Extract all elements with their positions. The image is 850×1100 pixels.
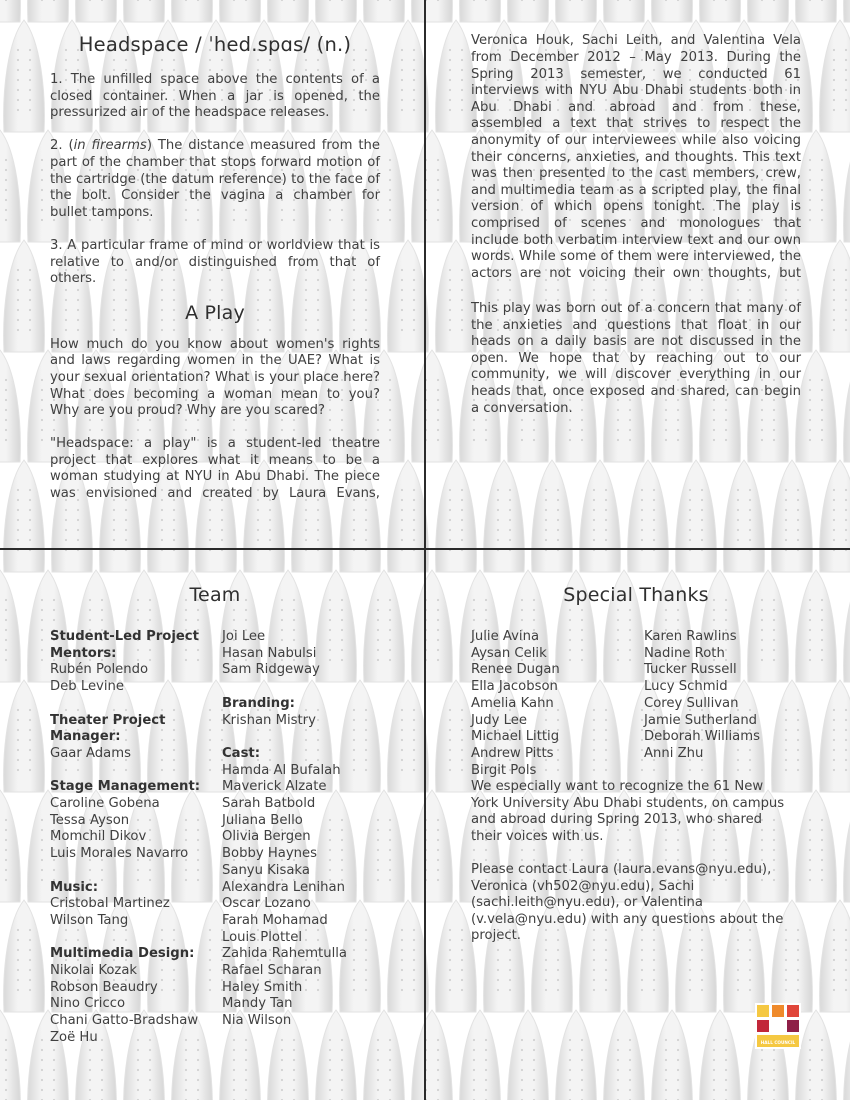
iron-shape	[844, 570, 850, 682]
definition-2: 2. (in firearms) The distance measured from the part of the chamber that stops forward motion of the cartridge (the datum reference) to the face of the bolt. Consider the vagina a chamber for bullet tampons.	[50, 138, 381, 220]
thanks-name: Andrew Pitts	[471, 745, 554, 761]
thanks-recognition: We especially want to recognize the 61 New York University Abu Dhabi students, on campus and abroad during Spring 2013, who shared their voices with us.	[471, 779, 785, 844]
a-play-paragraph-1: How much do you know about women's rights and laws regarding women in the UAE? What is your sexual orientation? What is your place here? What does becoming a woman mean to you? Why are you proud? Why are you scared?	[50, 336, 380, 419]
team-member-name: Chani Gatto-Bradshaw	[50, 1013, 199, 1029]
team-right-group-label: Cast:	[222, 745, 261, 761]
iron-shape	[0, 790, 20, 902]
team-right-column	[222, 629, 382, 1047]
team-member-name: Olivia Bergen	[222, 829, 311, 845]
iron-shape	[748, 0, 789, 22]
iron-shape	[4, 460, 45, 572]
a-play-title: A Play	[185, 301, 245, 324]
iron-shape	[220, 0, 261, 22]
a-play-paragraph-3: This play was born out of a concern that many of the anxieties and questions that float in our heads on a daily basis are not discussed in the open. We hope that by reaching out to our community, we will discover everything in our heads that, once exposed and shared, can begin a conversation.	[471, 301, 801, 416]
special-thanks-panel	[471, 584, 801, 1054]
iron-shape	[844, 790, 850, 902]
iron-shape	[820, 20, 850, 132]
vertical-fold-line	[424, 0, 426, 1100]
team-left-group	[50, 880, 215, 930]
iron-shape	[28, 0, 69, 22]
team-member-name: Nikolai Kozak	[50, 963, 138, 978]
thanks-name: Corey Sullivan	[644, 695, 739, 711]
team-left-group-label: Student-Led Project Mentors:	[50, 629, 199, 661]
iron-shape	[412, 130, 453, 242]
team-member-name: Rafael Scharan	[222, 963, 322, 979]
team-member-name: Tessa Ayson	[50, 812, 130, 828]
thanks-right-column	[644, 629, 804, 763]
iron-shape	[652, 0, 693, 22]
thanks-name: Nadine Roth	[644, 645, 725, 661]
iron-shape	[700, 0, 741, 22]
thanks-name: Michael Littig	[471, 729, 560, 745]
iron-shape	[844, 350, 850, 462]
team-left-column	[50, 629, 215, 1063]
team-member-name: Zahida Rahemtulla	[222, 946, 347, 962]
team-right-group	[222, 629, 382, 679]
iron-shape	[580, 460, 621, 572]
iron-shape	[316, 0, 357, 22]
definitions-panel	[50, 33, 380, 502]
team-left-group	[50, 946, 215, 1046]
iron-shape	[4, 680, 45, 792]
iron-shape	[412, 570, 453, 682]
team-member-name: Zoë Hu	[50, 1029, 98, 1045]
thanks-name: Anni Zhu	[644, 745, 704, 761]
team-member-name: Juliana Bello	[222, 812, 303, 828]
horizontal-fold-line	[0, 548, 850, 550]
iron-shape	[412, 1010, 453, 1100]
iron-shape	[796, 1010, 837, 1100]
iron-shape	[532, 460, 573, 572]
team-member-name: Robson Beaudry	[50, 979, 158, 995]
iron-shape	[124, 0, 165, 22]
definition-title: Headspace / ˈhed.spɑs/ (n.)	[78, 33, 352, 56]
team-member-name: Sarah Batbold	[222, 796, 316, 811]
team-right-group	[222, 746, 382, 1030]
iron-shape	[820, 900, 850, 1012]
iron-shape	[772, 460, 813, 572]
iron-shape	[844, 1010, 850, 1100]
thanks-name: Tucker Russell	[644, 662, 737, 678]
iron-shape	[556, 0, 597, 22]
iron-shape	[844, 130, 850, 242]
iron-shape	[412, 350, 453, 462]
team-member-name: Joi Lee	[222, 629, 266, 644]
team-member-name: Rubén Polendo	[50, 662, 149, 678]
team-member-name: Caroline Gobena	[50, 796, 160, 811]
team-left-group-label: Stage Management:	[50, 779, 201, 795]
iron-shape	[676, 460, 717, 572]
team-member-name: Luis Morales Navarro	[50, 846, 189, 862]
team-panel	[50, 584, 380, 1054]
hall-council-logo-text: HALL COUNCIL	[760, 1040, 796, 1045]
thanks-name: Renee Dugan	[471, 662, 560, 678]
team-member-name: Bobby Haynes	[222, 846, 317, 862]
thanks-name: Birgit Pols	[471, 762, 537, 778]
thanks-contact: Please contact Laura (laura.evans@nyu.edu), Veronica (vh502@nyu.edu), Sachi (sachi.leith@nyu.edu), or Valentina (v.vela@nyu.edu) with any questions about the project.	[471, 861, 784, 944]
thanks-name: Judy Lee	[471, 712, 527, 728]
iron-shape	[76, 0, 117, 22]
iron-shape	[820, 460, 850, 572]
team-member-name: Momchil Dikov	[50, 829, 147, 845]
iron-shape	[412, 0, 453, 22]
team-left-group	[50, 713, 215, 763]
team-member-name: Nia Wilson	[222, 1013, 292, 1029]
definition-3: 3. A particular frame of mind or worldview that is relative to and/or distinguished from that of others.	[50, 237, 380, 287]
iron-shape	[628, 460, 669, 572]
iron-shape	[0, 130, 20, 242]
iron-shape	[388, 680, 429, 792]
iron-shape	[508, 0, 549, 22]
team-member-name: Gaar Adams	[50, 745, 131, 761]
iron-shape	[4, 900, 45, 1012]
team-title: Team	[189, 584, 241, 606]
iron-shape	[388, 240, 429, 352]
iron-shape	[724, 460, 765, 572]
iron-shape	[436, 460, 477, 572]
iron-shape	[4, 20, 45, 132]
team-member-name: Sam Ridgeway	[222, 662, 320, 678]
iron-shape	[796, 0, 837, 22]
special-thanks-title: Special Thanks	[563, 584, 709, 606]
iron-shape	[820, 240, 850, 352]
team-member-name: Sanyu Kisaka	[222, 862, 310, 878]
iron-shape	[268, 0, 309, 22]
team-member-name: Mandy Tan	[222, 996, 293, 1012]
team-member-name: Haley Smith	[222, 979, 303, 995]
team-right-group-label: Branding:	[222, 695, 295, 711]
team-right-group	[222, 696, 382, 729]
iron-shape	[796, 790, 837, 902]
iron-shape	[0, 350, 20, 462]
definition-1: 1. The unfilled space above the contents of a closed container. When a jar is opened, the pressurized air of the headspace releases.	[50, 72, 380, 121]
team-member-name: Hamda Al Bufalah	[222, 762, 341, 778]
iron-shape	[0, 1010, 20, 1100]
iron-shape	[844, 0, 850, 22]
thanks-name: Lucy Schmid	[644, 679, 728, 695]
team-member-name: Nino Cricco	[50, 996, 126, 1012]
team-member-name: Louis Plottel	[222, 929, 303, 945]
a-play-paragraph-2: "Headspace: a play" is a student-led theatre project that explores what it means to be a woman studying at NYU in Abu Dhabi. The piece was envisioned and created by Laura Evans,	[50, 436, 380, 502]
iron-shape	[0, 570, 20, 682]
iron-shape	[604, 0, 645, 22]
team-left-group	[50, 629, 215, 696]
team-member-name: Deb Levine	[50, 679, 124, 695]
a-play-paragraph-2-continued: Veronica Houk, Sachi Leith, and Valentina Vela from December 2012 – May 2013. During the Spring 2013 semester, we conducted 61 interviews with NYU Abu Dhabi students both in Abu Dhabi and abroad and from these, assembled a text that strives to respect the anonymity of our interviewees while also voicing their concerns, anxieties, and thoughts. This text was then presented to the cast members, crew, and multimedia team as a scripted play, the final version of which opens tonight. The play is comprised of scenes and monologues that include both verbatim interview text and our own words. While some of them were interviewed, the actors are not voicing their own thoughts, but	[471, 33, 801, 281]
iron-shape	[460, 0, 501, 22]
iron-shape	[484, 460, 525, 572]
team-left-group-label: Music:	[50, 879, 98, 895]
a-play-continued-panel	[471, 33, 801, 417]
team-member-name: Oscar Lozano	[222, 896, 311, 912]
thanks-name: Jamie Sutherland	[644, 712, 758, 728]
iron-shape	[172, 0, 213, 22]
thanks-name: Karen Rawlins	[644, 629, 737, 644]
iron-shape	[0, 0, 20, 22]
team-member-name: Alexandra Lenihan	[222, 879, 345, 895]
team-member-name: Wilson Tang	[50, 912, 129, 928]
team-left-group-label: Theater Project Manager:	[50, 712, 166, 745]
team-member-name: Maverick Alzate	[222, 779, 327, 795]
iron-shape	[388, 900, 429, 1012]
team-left-group	[50, 779, 215, 863]
team-left-group-label: Multimedia Design:	[50, 946, 195, 962]
iron-shape	[796, 130, 837, 242]
team-member-name: Hasan Nabulsi	[222, 645, 317, 661]
team-member-name: Cristobal Martinez	[50, 896, 170, 912]
hall-council-logo	[755, 1003, 801, 1049]
thanks-name: Amelia Kahn	[471, 695, 554, 711]
iron-shape	[364, 0, 405, 22]
team-member-name: Krishan Mistry	[222, 712, 316, 728]
iron-shape	[412, 790, 453, 902]
iron-shape	[388, 20, 429, 132]
thanks-name: Aysan Celik	[471, 645, 547, 661]
iron-shape	[388, 460, 429, 572]
iron-shape	[820, 680, 850, 792]
thanks-left-column	[471, 629, 641, 779]
team-member-name: Farah Mohamad	[222, 912, 328, 928]
iron-shape	[4, 240, 45, 352]
thanks-name: Julie Avina	[471, 629, 540, 644]
thanks-name: Ella Jacobson	[471, 679, 558, 695]
thanks-name: Deborah Williams	[644, 729, 760, 745]
iron-shape	[796, 350, 837, 462]
